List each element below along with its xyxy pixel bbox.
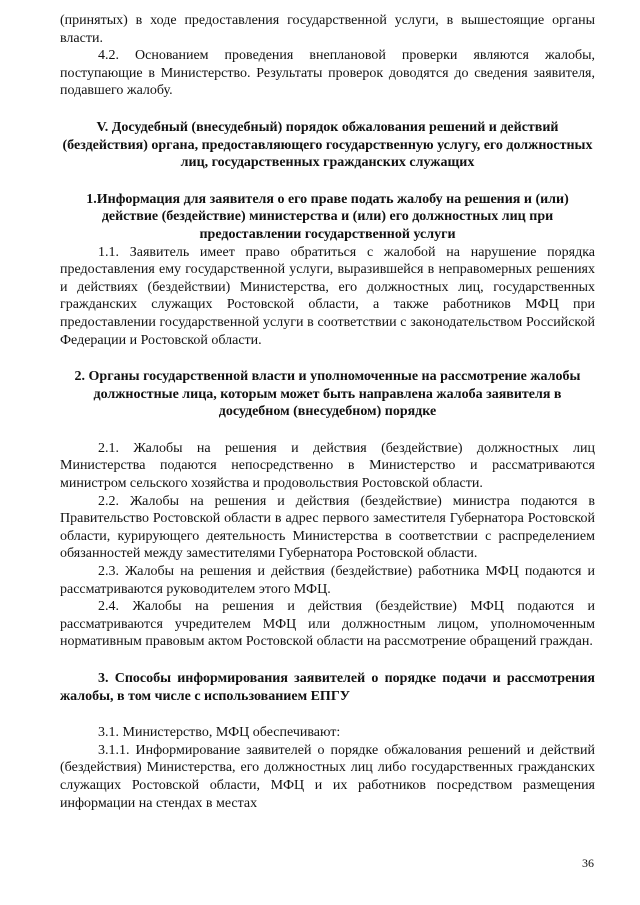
paragraph-2-4: 2.4. Жалобы на решения и действия (бездействие) МФЦ подаются и рассматриваются учредителем МФЦ или должностным лицом, уполномоченным нормативным правовым актом Ростовской области на рассмотрение обращений граждан. (60, 599, 595, 650)
subsection-3-heading: 3. Способы информирования заявителей о порядке подачи и рассмотрения жалобы, в том числе с использованием ЕПГУ (60, 671, 595, 704)
paragraph-2-3: 2.3. Жалобы на решения и действия (бездействие) работника МФЦ подаются и рассматриваются руководителем этого МФЦ. (60, 564, 595, 597)
subsection-1-heading: 1.Информация для заявителя о его праве подать жалобу на решения и (или) действие (бездействие) министерства и (или) его должностных лиц при предоставлении государственной услуги (86, 191, 569, 242)
paragraph-continuation: (принятых) в ходе предоставления государственной услуги, в вышестоящие органы власти. (60, 13, 595, 46)
document-body (60, 12, 595, 812)
paragraph-3-1-1: 3.1.1. Информирование заявителей о порядке обжалования решений и действий (бездействия) Министерства, его должностных лиц либо государственных гражданских служащих Ростовской области, МФЦ и их работников посредством размещения информации на стендах в местах (60, 742, 595, 811)
section-v-heading: V. Досудебный (внесудебный) порядок обжалования решений и действий (бездействия) органа, предоставляющего государственную услугу, его должностных лиц, государственных гражданских служащих (62, 119, 593, 171)
paragraph-2-2: 2.2. Жалобы на решения и действия (бездействие) министра подаются в Правительство Ростовской области в адрес первого заместителя Губернатора Ростовской области, курирующего деятельность Министерства в соответствии с распределением обязанностей между заместителями Губернатора Ростовской области. (60, 493, 595, 562)
paragraph-4-2: 4.2. Основанием проведения внеплановой проверки являются жалобы, поступающие в Министерство. Результаты проверок доводятся до сведения заявителя, подавшего жалобу. (60, 48, 595, 99)
paragraph-3-1: 3.1. Министерство, МФЦ обеспечивают: (98, 725, 341, 741)
page-number: 36 (582, 856, 594, 870)
paragraph-2-1: 2.1. Жалобы на решения и действия (бездействие) должностных лиц Министерства подаются непосредственно в Министерство и рассматриваются министром сельского хозяйства и продовольствия Ростовской области. (60, 440, 595, 492)
paragraph-1-1: 1.1. Заявитель имеет право обратиться с жалобой на нарушение порядка предоставления ему государственной услуги, выразившейся в неправомерных решениях и действиях (бездействии) Министерства, его должностных лиц, государственных гражданских служащих Ростовской области, а также работников МФЦ при предоставлении государственной услуги в соответствии с законодательством Российской Федерации и Ростовской области. (60, 244, 595, 348)
subsection-2-heading: 2. Органы государственной власти и уполномоченные на рассмотрение жалобы должностные лица, которым может быть направлена жалоба заявителя в досудебном (внесудебном) порядке (74, 369, 581, 420)
